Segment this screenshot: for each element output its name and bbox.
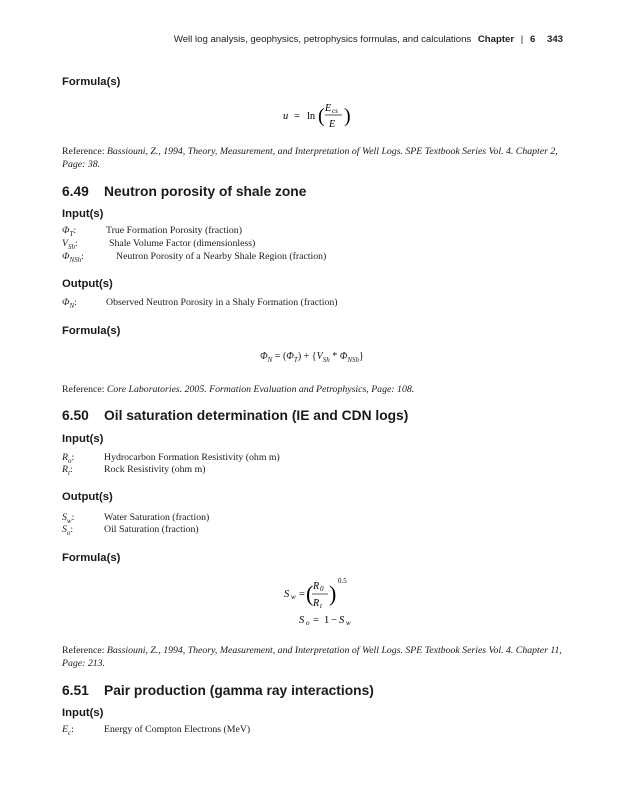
input-symbol: Φ bbox=[62, 251, 70, 262]
section-6-49-number: 6.49 bbox=[62, 184, 89, 199]
formula-sub-t: T bbox=[293, 356, 298, 364]
formula-u-equals: = bbox=[294, 111, 300, 122]
formula-so-minus: − bbox=[331, 615, 337, 626]
formula-sw-den-sub: t bbox=[320, 602, 322, 610]
formula-sw-den-r: R bbox=[313, 598, 320, 609]
section-6-49-input-row bbox=[62, 238, 78, 251]
input-symbol: R bbox=[62, 452, 68, 463]
formula-u-close-paren: ) bbox=[344, 105, 351, 127]
chapter-label: Chapter bbox=[477, 34, 515, 45]
section-6-50-output-row bbox=[62, 524, 73, 537]
formula-close-paren: ) bbox=[297, 351, 302, 362]
output-subscript: o bbox=[66, 528, 71, 537]
section-6-51-input-row bbox=[62, 724, 74, 737]
section-6-50-output-desc: Oil Saturation (fraction) bbox=[104, 524, 199, 535]
formula-u-num-base: E bbox=[325, 103, 332, 114]
formula-u-lhs: u bbox=[283, 111, 289, 122]
section-6-49-inputs-heading: Input(s) bbox=[62, 208, 104, 220]
section-6-50-input-desc: Hydrocarbon Formation Resistivity (ohm m) bbox=[104, 452, 280, 463]
input-symbol: R bbox=[62, 464, 68, 475]
reference-1-prefix: Reference: bbox=[62, 146, 107, 157]
section-6-50-number: 6.50 bbox=[62, 408, 89, 423]
section-6-51-inputs-heading: Input(s) bbox=[62, 707, 104, 719]
formula-phi-nsh: Φ bbox=[339, 351, 348, 362]
input-subscript: NSh bbox=[69, 255, 82, 264]
input-colon: : bbox=[71, 724, 74, 735]
formula-so-sw: S bbox=[339, 615, 345, 626]
reference-6-49 bbox=[62, 383, 562, 396]
input-symbol: V bbox=[62, 238, 68, 249]
formula-so-sw-sub: w bbox=[346, 619, 351, 627]
formula-sw-close-paren: ) bbox=[329, 581, 337, 606]
section-6-50-title: Oil saturation determination (IE and CDN logs) bbox=[104, 408, 409, 423]
formula-heading-top: Formula(s) bbox=[62, 76, 121, 88]
formula-water-saturation bbox=[268, 572, 378, 632]
formula-sw-exponent: 0.5 bbox=[338, 577, 347, 585]
formula-so-lhs: S bbox=[299, 615, 305, 626]
input-colon: : bbox=[69, 464, 73, 475]
formula-open-paren: ( bbox=[282, 351, 287, 362]
section-6-49-output-desc: Observed Neutron Porosity in a Shaly Formation (fraction) bbox=[106, 297, 338, 308]
formula-u-num-sub: cs bbox=[332, 107, 338, 115]
reference-1-text: Bassiouni, Z., 1994, Theory, Measurement, and Interpretation of Well Logs. SPE Textbook Series Vol. 4. Chapter 2, Page: 38. bbox=[62, 146, 558, 170]
formula-so-equals: = bbox=[313, 615, 319, 626]
formula-sw-num-sub: 0 bbox=[320, 585, 324, 593]
formula-sw-open-paren: ( bbox=[306, 581, 314, 606]
input-subscript: c bbox=[67, 728, 72, 737]
section-6-49-input-desc: True Formation Porosity (fraction) bbox=[106, 225, 242, 236]
section-6-49-input-desc: Shale Volume Factor (dimensionless) bbox=[109, 238, 256, 249]
section-6-49-formula-heading: Formula(s) bbox=[62, 325, 121, 337]
section-6-49-output-row bbox=[62, 297, 77, 310]
section-6-49-input-row bbox=[62, 251, 84, 264]
formula-phi-n: Φ bbox=[260, 351, 268, 362]
section-6-50-inputs-heading: Input(s) bbox=[62, 433, 104, 445]
formula-so-one: 1 bbox=[324, 615, 330, 626]
section-6-49-input-row bbox=[62, 225, 76, 238]
reference-1 bbox=[62, 145, 562, 171]
formula-u-den: E bbox=[329, 119, 336, 130]
output-subscript: N bbox=[69, 301, 75, 310]
reference-6-50-text: Bassiouni, Z., 1994, Theory, Measurement, and Interpretation of Well Logs. SPE Textbook Series Vol. 4. Chapter 11, Page: 213. bbox=[62, 645, 562, 669]
section-6-50-output-row bbox=[62, 512, 74, 525]
running-title: Well log analysis, geophysics, petrophysics formulas, and calculations bbox=[173, 34, 472, 45]
reference-6-49-prefix: Reference: bbox=[62, 384, 107, 395]
section-6-50-input-desc: Rock Resistivity (ohm m) bbox=[104, 464, 206, 475]
formula-sw-equals: = bbox=[299, 589, 305, 600]
section-6-49-outputs-heading: Output(s) bbox=[62, 278, 113, 290]
section-6-49-input-desc: Neutron Porosity of a Nearby Shale Region (fraction) bbox=[116, 251, 327, 262]
formula-neutron-porosity bbox=[260, 351, 364, 364]
section-6-50-output-desc: Water Saturation (fraction) bbox=[104, 512, 210, 523]
input-subscript: Sh bbox=[67, 242, 75, 251]
section-6-51-title: Pair production (gamma ray interactions) bbox=[104, 683, 374, 698]
formula-phi-t: Φ bbox=[286, 351, 294, 362]
formula-sub-sh: Sh bbox=[322, 356, 330, 364]
formula-sw-sub: w bbox=[291, 593, 296, 601]
section-6-50-input-row bbox=[62, 452, 74, 465]
input-subscript: T bbox=[69, 229, 74, 238]
section-6-50-input-row bbox=[62, 464, 73, 477]
reference-6-50-prefix: Reference: bbox=[62, 645, 107, 656]
formula-sw-lhs: S bbox=[284, 589, 290, 600]
output-subscript: w bbox=[66, 516, 72, 525]
running-header bbox=[174, 34, 563, 45]
section-6-51-heading bbox=[62, 683, 374, 698]
formula-u-ln bbox=[270, 98, 380, 134]
reference-6-50 bbox=[62, 644, 562, 670]
output-symbol: Φ bbox=[62, 297, 70, 308]
section-6-50-outputs-heading: Output(s) bbox=[62, 491, 113, 503]
output-symbol: S bbox=[62, 524, 67, 535]
formula-so-sub: o bbox=[306, 619, 310, 627]
input-subscript: t bbox=[67, 468, 70, 477]
formula-plus: + bbox=[303, 351, 310, 362]
output-colon: : bbox=[70, 524, 74, 535]
section-6-51-number: 6.51 bbox=[62, 683, 89, 698]
section-6-49-heading bbox=[62, 184, 306, 199]
section-6-50-heading bbox=[62, 408, 408, 423]
chapter-number: 6 bbox=[529, 34, 536, 45]
reference-6-49-text: Core Laboratories. 2005. Formation Evaluation and Petrophysics, Page: 108. bbox=[106, 384, 415, 395]
input-symbol: Φ bbox=[62, 225, 70, 236]
input-colon: : bbox=[74, 238, 78, 249]
input-colon: : bbox=[71, 452, 75, 463]
output-colon: : bbox=[74, 297, 77, 308]
input-colon: : bbox=[73, 225, 77, 236]
input-subscript: o bbox=[67, 456, 72, 465]
section-6-50-formula-heading: Formula(s) bbox=[62, 552, 121, 564]
formula-sw-num-r: R bbox=[313, 581, 320, 592]
formula-equals: = bbox=[274, 351, 281, 362]
section-6-51-input-desc: Energy of Compton Electrons (MeV) bbox=[104, 724, 251, 735]
formula-open-brace: { bbox=[311, 351, 317, 362]
formula-sub-n: N bbox=[267, 356, 273, 364]
formula-times: * bbox=[332, 351, 338, 362]
formula-close-brace: } bbox=[359, 351, 364, 362]
input-colon: : bbox=[81, 251, 84, 262]
section-6-49-title: Neutron porosity of shale zone bbox=[104, 184, 307, 199]
input-symbol: E bbox=[62, 724, 68, 735]
page-number: 343 bbox=[546, 34, 563, 45]
formula-u-open-paren: ( bbox=[318, 105, 325, 127]
output-colon: : bbox=[71, 512, 75, 523]
output-symbol: S bbox=[62, 512, 67, 523]
formula-u-ln-fn: ln bbox=[307, 111, 316, 122]
formula-sub-nsh: NSh bbox=[347, 356, 360, 364]
formula-v-sh: V bbox=[316, 351, 323, 362]
header-separator: | bbox=[520, 34, 524, 45]
